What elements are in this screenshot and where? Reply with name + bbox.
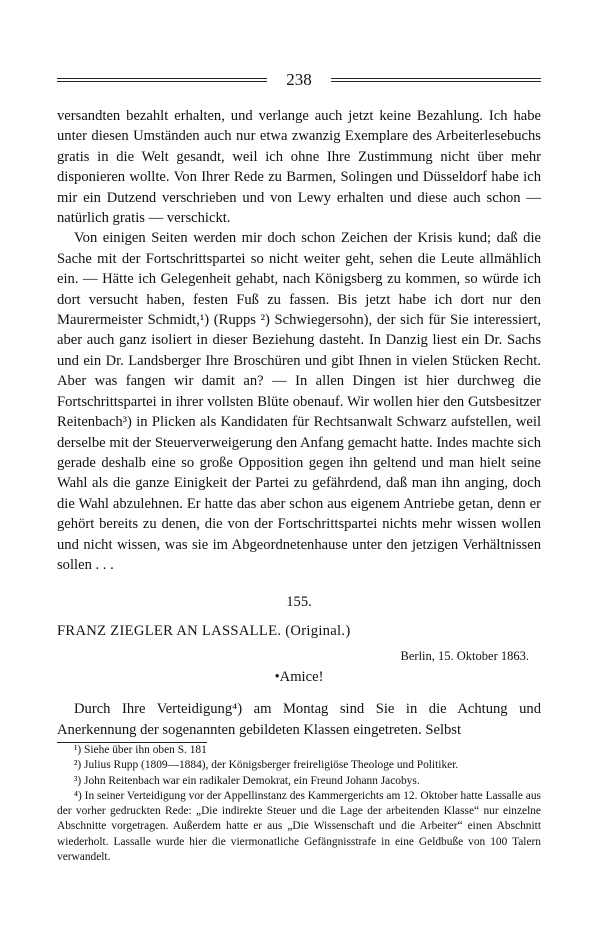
footnote-1: ¹) Siehe über ihn oben S. 181 [74, 743, 207, 756]
page-number: 238 [286, 70, 312, 89]
letter-number: 155. [286, 594, 312, 611]
footnote-2: ²) Julius Rupp (1809—1884), der Königsberger freireligiöse Theologe und Politiker. [74, 759, 459, 772]
letter-salutation: •Amice! [274, 669, 324, 686]
header-rule-right [331, 78, 541, 82]
page-header [57, 70, 541, 92]
paragraph-krisis: Von einigen Seiten werden mir doch schon Zeichen der Krisis kund; daß die Sache mit der Fortschrittspartei so nicht weiter geht, sehen die Leute allmählich ein. — Hätte ich Gelegenheit gehabt, nach Königsberg zu kommen, so würde ich dort versucht haben, festen Fuß zu fassen. Bis jetzt habe ich dort nur den Maurermeister Schmidt,¹) (Rupps ²) Schwiegersohn), der sich für Sie interessiert, aber auch ganz isoliert in dieser Beziehung dasteht. In Danzig liest ein Dr. Sachs und ein Dr. Landsberger Ihre Broschüren und gibt Ihnen in vielen Stücken Recht. Aber was fangen wir damit an? — In allen Dingen ist hier durchweg die Fortschrittspartei in ihrer vollsten Blüte obenauf. Wir wollen hier den Gutsbesitzer Reitenbach³) in Plicken als Kandidaten für Rechtsanwalt Schwarz aufstellen, weil derselbe mit der Steuerverweigerung den Anfang gemacht hatte. Indes machte sich gerade deshalb eine so große Opposition gegen ihn geltend und man hielt seine Wahl als die ganze Einigkeit der Partei zu gefährdend, daß man ihn anging, doch die Wahl abzulehnen. Er hatte das aber schon aus eigenem Antriebe getan, denn er gehört bereits zu denen, die von der Fortschrittspartei nichts mehr wissen wollen und nicht wissen, was sie im Abgeordnetenhause unter den jetzigen Verhältnissen sollen . . . [57, 230, 541, 573]
letter-title: FRANZ ZIEGLER AN LASSALLE. (Original.) [57, 622, 351, 639]
footnote-3: ³) John Reitenbach war ein radikaler Demokrat, ein Freund Johann Jacobys. [74, 774, 420, 787]
footnote-4: ⁴) In seiner Verteidigung vor der Appellinstanz des Kammergerichts am 12. Oktober hatte Lassalle aus der vorher gedruckten Rede: „Die indirekte Steuer und die Lage der arbeitenden Klasse“ nur einzelne Abschnitte vorgetragen. Außerdem hatte er aus „Die Wissenschaft und die Arbeiter“ einen Abschnitt wiederholt. Lassalle wurde hier die viermonatliche Gefängnisstrafe in eine Geldbuße von 100 Talern verwandelt. [57, 789, 541, 864]
letter-body-paragraph: Durch Ihre Verteidigung⁴) am Montag sind Sie in die Achtung und Anerkennung der sogenannten gebildeten Klassen eingetreten. Selbst [57, 701, 541, 738]
footnotes [57, 742, 541, 865]
paragraph-continued: versandten bezahlt erhalten, und verlange auch jetzt keine Bezahlung. Ich habe unter diesen Umständen auch nur etwa zwanzig Exemplare des Arbeiterlesebuchs gratis in die Welt gesandt, weil ich ohne Ihre Zustimmung nicht über mehr disponieren wollte. Von Ihrer Rede zu Barmen, Solingen und Düsseldorf habe ich mir ein Dutzend verschrieben und von Lewy erhalten und diese auch schon — natürlich gratis — verschickt. [57, 108, 541, 227]
letter-dateline: Berlin, 15. Oktober 1863. [400, 649, 529, 664]
page-body [57, 106, 541, 865]
